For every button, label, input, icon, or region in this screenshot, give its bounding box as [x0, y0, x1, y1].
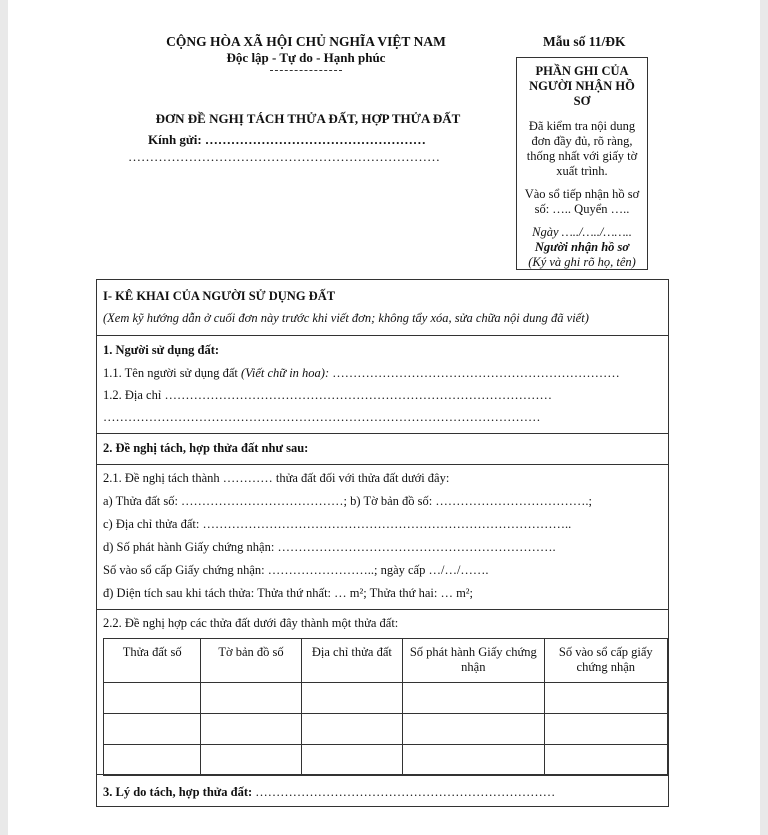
item3-title: 3. Lý do tách, hợp thửa đất:	[103, 785, 253, 799]
document-title: ĐƠN ĐỀ NGHỊ TÁCH THỬA ĐẤT, HỢP THỬA ĐẤT	[155, 111, 461, 126]
receipt-register-text: Vào sổ tiếp nhận hồ sơ số: ….. Quyển …..	[524, 187, 640, 216]
nation-title: CỘNG HÒA XÃ HỘI CHỦ NGHĨA VIỆT NAM	[166, 34, 446, 49]
col-parcel-address: Địa chỉ thửa đất	[301, 639, 402, 683]
divider	[97, 464, 668, 465]
item2-2: 2.2. Đề nghị hợp các thửa đất dưới đây thành một thửa đất:	[103, 616, 399, 630]
col-map-sheet: Tờ bản đồ số	[201, 639, 301, 683]
receipt-receiver-label: Người nhận hồ sơ	[534, 240, 630, 254]
item3-dots: ………………………………………………………………	[252, 785, 556, 799]
col-certificate-number: Số phát hành Giấy chứng nhận	[403, 639, 545, 683]
section1-heading: I- KÊ KHAI CỦA NGƯỜI SỬ DỤNG ĐẤT	[103, 289, 336, 303]
item1-1-dots: ……………………………………………………………	[329, 366, 620, 380]
form-code: Mẫu số 11/ĐK	[543, 34, 626, 49]
col-certificate-register: Số vào sổ cấp giấy chứng nhận	[544, 639, 667, 683]
divider	[97, 774, 668, 775]
item2-title: 2. Đề nghị tách, hợp thửa đất như sau:	[103, 441, 309, 455]
divider	[97, 609, 668, 610]
receipt-box	[516, 57, 648, 270]
parcel-merge-table	[103, 638, 668, 776]
receipt-title: PHẦN GHI CỦA NGƯỜI NHẬN HỒ SƠ	[529, 64, 635, 108]
col-parcel-number: Thửa đất số	[104, 639, 201, 683]
item1-1	[103, 366, 620, 381]
to-line: Kính gửi: ……………………………………………	[148, 132, 426, 147]
motto-underline	[270, 70, 342, 71]
item1-1-label: 1.1. Tên người sử dụng đất	[103, 366, 241, 380]
divider	[97, 335, 668, 336]
item2-1-d: d) Số phát hành Giấy chứng nhận: ………………………………………………………….	[103, 540, 556, 554]
to-line-2: ………………………………………………………………	[128, 149, 440, 164]
table-row	[104, 714, 668, 745]
document-page	[8, 0, 760, 835]
item1-title: 1. Người sử dụng đất:	[103, 343, 220, 357]
divider	[97, 433, 668, 434]
item3	[103, 785, 555, 800]
table-row	[104, 745, 668, 776]
item2-1: 2.1. Đề nghị tách thành ………… thửa đất đối với thửa đất dưới đây:	[103, 471, 450, 485]
item1-1-note: (Viết chữ in hoa):	[240, 366, 330, 380]
table-header-row	[104, 639, 668, 683]
item1-2: 1.2. Địa chỉ …………………………………………………………………………………	[103, 388, 552, 402]
item2-1-c: c) Địa chỉ thửa đất: ……………………………………………………………………………..	[103, 517, 572, 531]
item2-1-e: Số vào sổ cấp Giấy chứng nhận: ……………………..; ngày cấp …/…/…….	[103, 563, 489, 577]
receipt-date: Ngày …../…../……..	[532, 225, 632, 239]
motto: Độc lập - Tự do - Hạnh phúc	[226, 50, 386, 65]
receipt-checked-text: Đã kiểm tra nội dung đơn đầy đủ, rõ ràng, thống nhất với giấy tờ xuất trình.	[526, 119, 638, 178]
item1-2-dots: ……………………………………………………………………………………………	[103, 410, 541, 424]
declaration-table	[96, 279, 669, 807]
receipt-sign-note: (Ký và ghi rõ họ, tên)	[528, 255, 636, 269]
table-row	[104, 683, 668, 714]
item2-1-a: a) Thửa đất số: …………………………………; b) Tờ bản đồ số: ……………………………….;	[103, 494, 592, 508]
item2-1-f: đ) Diện tích sau khi tách thửa: Thửa thứ nhất: … m²; Thửa thứ hai: … m²;	[103, 586, 474, 600]
section1-note: (Xem kỹ hướng dẫn ở cuối đơn này trước khi viết đơn; không tẩy xóa, sửa chữa nội dung đã viết)	[103, 311, 589, 325]
